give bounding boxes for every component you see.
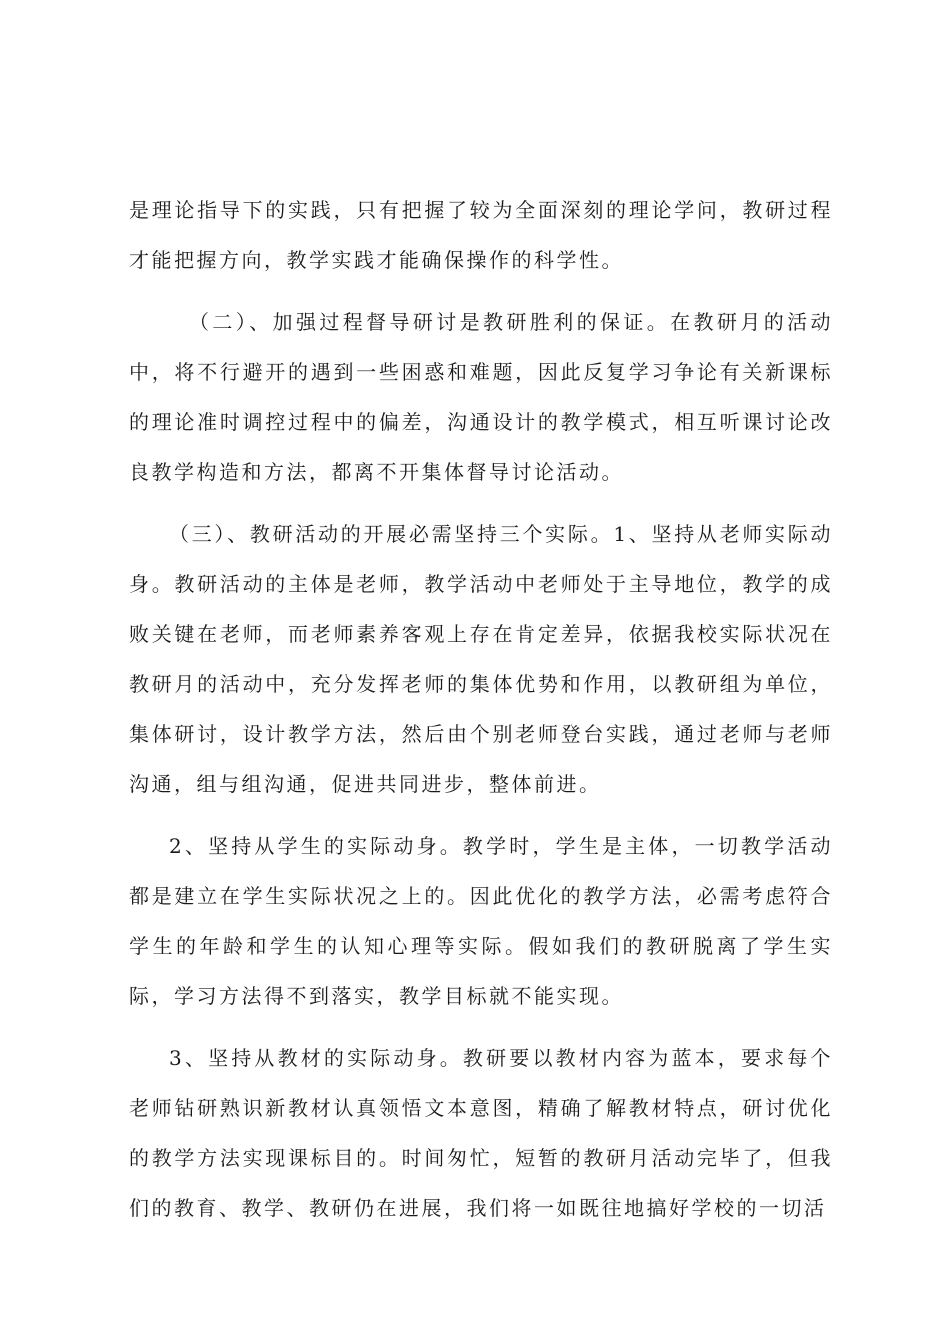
- paragraph-section-three: （三）、教研活动的开展必需坚持三个实际。1、坚持从老师实际动身。教研活动的主体是老师，教学活动中老师处于主导地位，教学的成败关键在老师，而老师素养客观上存在肯定差异，依据我校实际状况在教研月的活动中，充分发挥老师的集体优势和作用，以教研组为单位，集体研讨，设计教学方法，然后由个别老师登台实践，通过老师与老师沟通，组与组沟通，促进共同进步，整体前进。: [129, 522, 833, 796]
- body-text: [129, 185, 833, 1245]
- paragraph-point-three: 3、坚持从教材的实际动身。教研要以教材内容为蓝本，要求每个老师钻研熟识新教材认真领悟文本意图，精确了解教材特点，研讨优化的教学方法实现课标目的。时间匆忙，短暂的教研月活动完毕了，但我们的教育、教学、教研仍在进展，我们将一如既往地搞好学校的一切活: [129, 1046, 833, 1220]
- paragraph-point-two: 2、坚持从学生的实际动身。教学时，学生是主体，一切教学活动都是建立在学生实际状况之上的。因此优化的教学方法，必需考虑符合学生的年龄和学生的认知心理等实际。假如我们的教研脱离了学生实际，学习方法得不到落实，教学目标就不能实现。: [129, 834, 833, 1008]
- paragraph-continuation: 是理论指导下的实践，只有把握了较为全面深刻的理论学问，教研过程才能把握方向，教学实践才能确保操作的科学性。: [129, 198, 833, 272]
- paragraph-section-two: （二）、加强过程督导研讨是教研胜利的保证。在教研月的活动中，将不行避开的遇到一些困惑和难题，因此反复学习争论有关新课标的理论准时调控过程中的偏差，沟通设计的教学模式，相互听课讨论改良教学构造和方法，都离不开集体督导讨论活动。: [129, 310, 833, 484]
